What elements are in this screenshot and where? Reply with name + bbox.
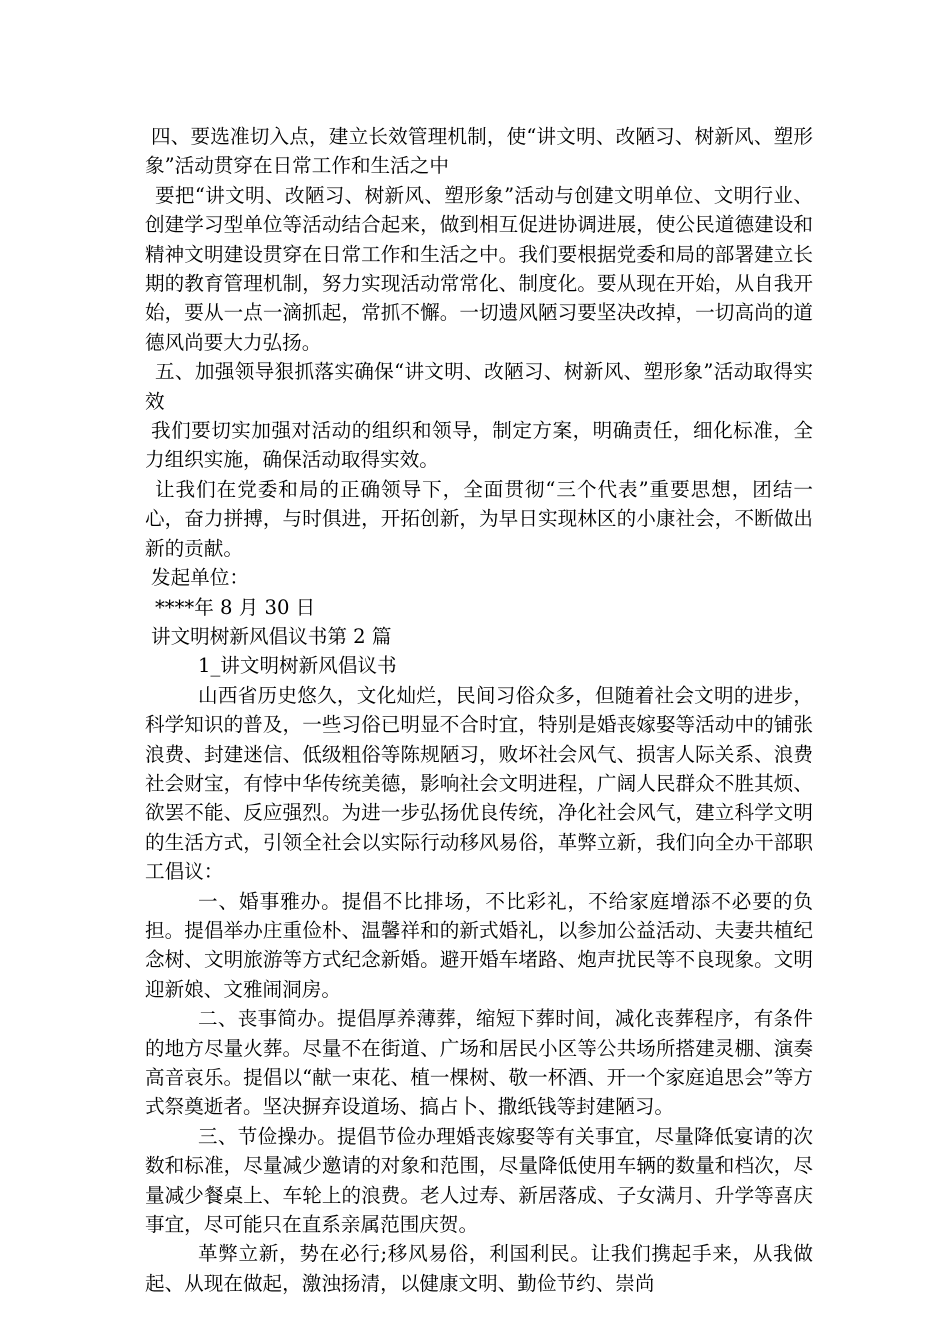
paragraph: 一、婚事雅办。提倡不比排场，不比彩礼，不给家庭增添不必要的负担。提倡举办庄重俭朴、温馨祥和的新式婚礼，以参加公益活动、夫妻共植纪念树、文明旅游等方式纪念新婚。避开婚车堵路、炮声扰民等不良现象。文明迎新娘、文雅闹洞房。 — [145, 889, 813, 1001]
paragraph: 三、节俭操办。提倡节俭办理婚丧嫁娶等有关事宜，尽量降低宴请的次数和标准，尽量减少邀请的对象和范围，尽量降低使用车辆的数量和档次，尽量减少餐桌上、车轮上的浪费。老人过寿、新居落成、子女满月、升学等喜庆事宜，尽可能只在直系亲属范围庆贺。 — [145, 1124, 813, 1237]
document-body — [145, 122, 813, 1298]
paragraph: 要把“讲文明、改陋习、树新风、塑形象”活动与创建文明单位、文明行业、创建学习型单位等活动结合起来，做到相互促进协调进展，使公民道德建设和精神文明建设贯穿在日常工作和生活之中。我们要根据党委和局的部署建立长期的教育管理机制，努力实现活动常常化、制度化。要从现在开始，从自我开始，要从一点一滴抓起，常抓不懈。一切遗风陋习要坚决改掉，一切高尚的道德风尚要大力弘扬。 — [145, 183, 813, 354]
paragraph: 二、丧事简办。提倡厚养薄葬，缩短下葬时间，减化丧葬程序，有条件的地方尽量火葬。尽量不在街道、广场和居民小区等公共场所搭建灵棚、演奏高音哀乐。提倡以“献一束花、植一棵树、敬一杯酒、开一个家庭追思会”等方式祭奠逝者。坚决摒弃设道场、搞占卜、撒纸钱等封建陋习。 — [145, 1007, 813, 1119]
paragraph: 让我们在党委和局的正确领导下，全面贯彻“三个代表”重要思想，团结一心，奋力拼搏，与时俱进，开拓创新，为早日实现林区的小康社会，不断做出新的贡献。 — [145, 477, 813, 560]
issue-date: ****年 8 月 30 日 — [155, 595, 316, 619]
issuer-label: 发起单位： — [151, 566, 249, 590]
document-subtitle: 1_讲文明树新风倡议书 — [198, 654, 397, 678]
paragraph: 山西省历史悠久，文化灿烂，民间习俗众多，但随着社会文明的进步，科学知识的普及，一些习俗已明显不合时宜，特别是婚丧嫁娶等活动中的铺张浪费、封建迷信、低级粗俗等陈规陋习，败坏社会风气、损害人际关系、浪费社会财宝，有悖中华传统美德，影响社会文明进程，广阔人民群众不胜其烦、欲罢不能、反应强烈。为进一步弘扬优良传统，净化社会风气，建立科学文明的生活方式，引领全社会以实际行动移风易俗，革弊立新，我们向全办干部职工倡议： — [145, 683, 813, 884]
section-heading-4: 四、要选准切入点，建立长效管理机制，使“讲文明、改陋习、树新风、塑形象”活动贯穿在日常工作和生活之中 — [145, 125, 813, 178]
paragraph: 我们要切实加强对活动的组织和领导，制定方案，明确责任，细化标准，全力组织实施，确保活动取得实效。 — [145, 419, 813, 472]
document-title: 讲文明树新风倡议书第 2 篇 — [151, 624, 392, 648]
section-heading-5: 五、加强领导狠抓落实确保“讲文明、改陋习、树新风、塑形象”活动取得实效 — [145, 360, 813, 413]
paragraph: 革弊立新，势在必行;移风易俗，利国利民。让我们携起手来，从我做起、从现在做起，激浊扬清，以健康文明、勤俭节约、崇尚 — [145, 1242, 813, 1295]
